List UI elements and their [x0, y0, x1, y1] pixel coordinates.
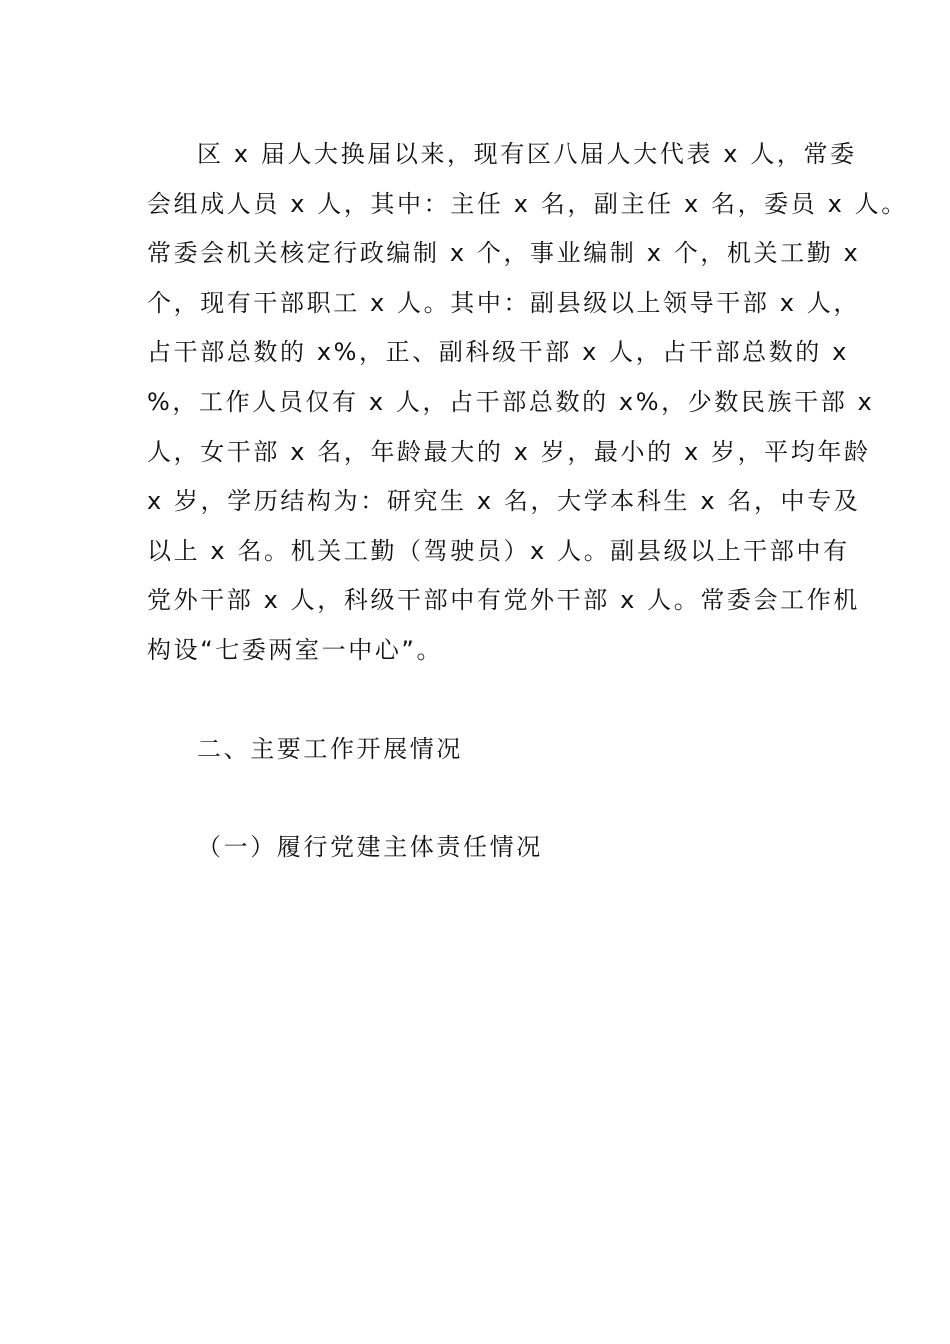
- paragraph-line: 区 x 届人大换届以来，现有区八届人大代表 x 人，常委: [197, 140, 857, 168]
- paragraph-line: 个，现有干部职工 x 人。其中：副县级以上领导干部 x 人，: [147, 288, 860, 317]
- body-paragraph: [147, 130, 908, 676]
- paragraph-line: 占干部总数的 x%，正、副科级干部 x 人，占干部总数的 x: [147, 338, 849, 367]
- paragraph-line: 人，女干部 x 名，年龄最大的 x 岁，最小的 x 岁，平均年龄: [147, 437, 871, 466]
- subsection-heading: （一）履行党建主体责任情况: [197, 833, 543, 861]
- paragraph-line: x 岁，学历结构为：研究生 x 名，大学本科生 x 名，中专及: [147, 487, 861, 516]
- paragraph-line: 构设“七委两室一中心”。: [147, 635, 444, 664]
- paragraph-line: 党外干部 x 人，科级干部中有党外干部 x 人。常委会工作机: [147, 586, 860, 615]
- paragraph-line: 常委会机关核定行政编制 x 个，事业编制 x 个，机关工勤 x: [147, 239, 861, 268]
- paragraph-line: 会组成人员 x 人，其中：主任 x 名，副主任 x 名，委员 x 人。: [147, 189, 908, 218]
- section-heading: 二、主要工作开展情况: [197, 735, 463, 763]
- paragraph-line: %，工作人员仅有 x 人，占干部总数的 x%，少数民族干部 x: [147, 387, 875, 416]
- paragraph-line: 以上 x 名。机关工勤（驾驶员）x 人。副县级以上干部中有: [147, 536, 850, 565]
